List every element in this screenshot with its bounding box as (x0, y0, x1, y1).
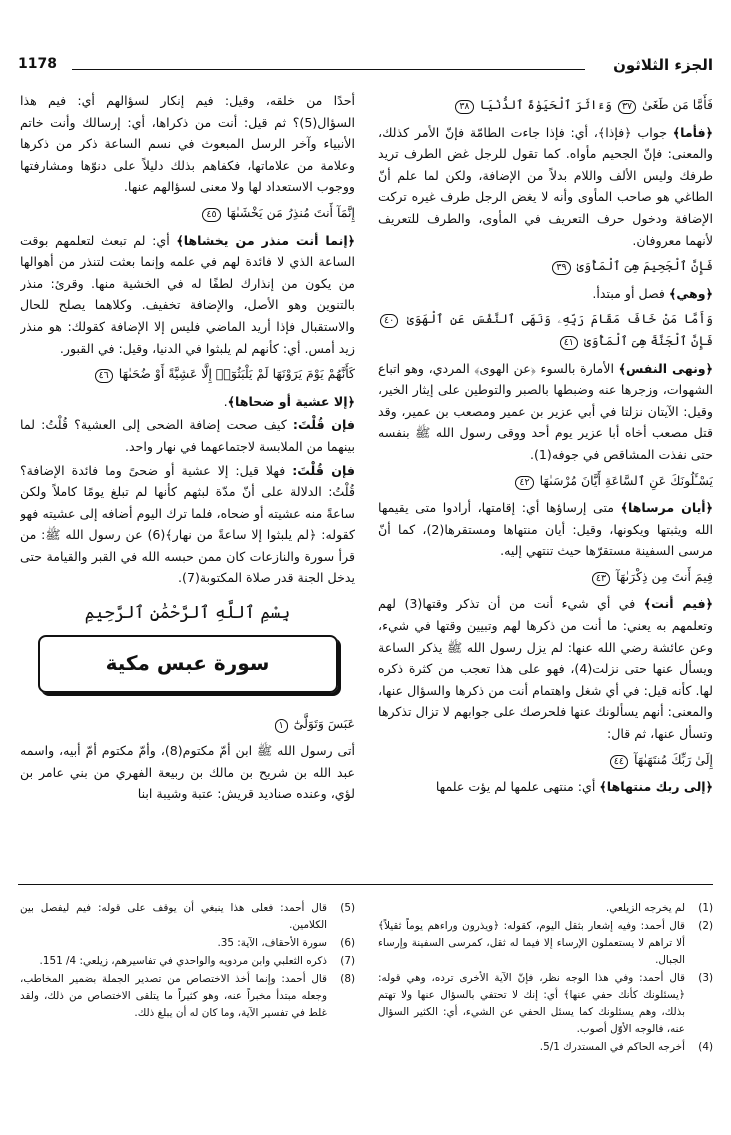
footnote-text: لم يخرجه الزيلعي. (605, 902, 685, 914)
verse-number: ٣٧ (618, 100, 636, 114)
commentary-heading: ﴿فأما﴾ (672, 124, 713, 140)
verse-number: ١ (275, 719, 288, 733)
verse-text: وَأَمَّا مَنْ خَافَ مَقَامَ رَبِّهِۦ وَنَهَى ٱلنَّفْسَ عَنِ ٱلْهَوَىٰ (406, 311, 713, 327)
footnote-number: (5) (340, 902, 355, 914)
basmala: بِسْمِ ٱللَّهِ ٱلرَّحْمَٰنِ ٱلرَّحِيمِ (84, 603, 291, 624)
verse-number: ٤٠ (380, 314, 398, 328)
footnote-text: سورة الأحقاف، الآية: 35. (217, 937, 327, 949)
verse-number: ٤١ (560, 336, 578, 350)
surah-title-box (38, 635, 338, 693)
commentary-paragraph (20, 460, 355, 590)
footnote-text: أخرجه الحاكم في المستدرك 5/1. (539, 1041, 685, 1053)
commentary-text: جواب ﴿فإذا﴾، أي: فإذا جاءت الطامّة فإنّ الأمر كذلك، والمعنى: فإنّ الجحيم مأواه. كما تقول للرجل غض الطرف تريد طرفك وليس الألف واللام بدلاً من الإضافة، ولكن لما علم أنّ الطاغي هو صاحب المأوى وأنه لا يغض الرجل طرف غيره تركت الإضافة ودخول حرف التعريف في المأوى، والطرف للتعريف لأنهما معروفان. (378, 124, 713, 248)
commentary-text: فصل أو مبتدأ. (592, 285, 669, 301)
left-column (20, 90, 355, 870)
verse-number: ٤٣ (592, 572, 610, 586)
verse-text: فِيمَ أَنتَ مِن ذِكْرَىٰهَآ (616, 568, 713, 584)
commentary-text: أي: منتهى علمها لم يؤت علمها (435, 779, 600, 795)
part-title: الجزء الثلاثون (613, 56, 713, 74)
footnote (378, 918, 713, 969)
commentary-text: الأمارة بالسوء ﴿عن الهوى﴾ المردي، وهو اتباع الشهوات، وزجرها عنه وضبطها بالصبر والتوطين على إيثار الخير، وقيل: الآيتان نزلتا في أبي عزير بن عمير ومصعب بن عمير، وقد قتل مصعب أخاه أبا عزير يوم أحد ووقى رسول الله ﷺ بنفسه حتى نفذت المشاقص في جوفه(1). (378, 360, 713, 462)
verse-line (378, 566, 713, 588)
verse-number: ٤٦ (95, 369, 113, 383)
commentary-paragraph (20, 740, 355, 805)
commentary-text: فهلا قيل: إلا عشية أو ضحىً وما فائدة الإضافة؟ قُلْتُ: الدلالة على أنّ مدّة لبثهم كأنها لم تبلغ يومًا كاملاً ولكن ساعةً منه عشيته أو ضحاه، فلما ترك اليوم أضافه إلى عشيته فهو كقوله: ﴿لم يلبثوا إلا ساعةً من نهار﴾(6) عن رسول الله ﷺ: من قرأ سورة والنازعات كان ممن حبسه الله في القبر والقيامة حتى يدخل الجنة قدر صلاة المكتوبة(7). (20, 462, 355, 586)
footnote (20, 900, 355, 934)
footnote-number: (8) (340, 973, 355, 985)
commentary-heading: ﴿إنما أنت منذر من يخشاها﴾ (176, 232, 355, 248)
footnote (378, 900, 713, 917)
verse-text: إِلَىٰ رَبِّكَ مُنتَهَىٰهَآ (633, 751, 713, 767)
footnote-text: قال أحمد: وفيه إشعار بثقل اليوم، كقوله: ﴿ويذرون وراءهم يوماً ثقيلاً﴾ ألا تراهم لا يستعملون الإرساء إلا فيما له ثقل، كمرسى السفينة وإرساء الجبال. (378, 920, 685, 966)
footnote (378, 970, 713, 1038)
verse-text: فَإِنَّ ٱلْجَنَّةَ هِىَ ٱلْمَأْوَىٰ (583, 332, 713, 348)
commentary-paragraph (378, 776, 713, 798)
verse-number: ٤٤ (610, 755, 628, 769)
commentary-heading: ﴿أيان مرساها﴾ (620, 500, 713, 516)
verse-line (378, 255, 713, 277)
commentary-text: أي: لم تبعث لتعلمهم بوقت الساعة الذي لا فائدة لهم في علمه وإنما بعثت لتنذر من أهوالها من يكون من إنذارك لطفًا له في الخشية منها. وقرئ: منذر بالتنوين وهو الأصل، والإضافة تخفيف. وكلاهما يصلح للحال والاستقبال فإذا أريد الماضي فليس إلا الإضافة كقولك: هو منذر زيد أمس. أي: كأنهم لم يلبثوا في الدنيا، وقيل: في القبور. (20, 232, 355, 356)
verse-text: يَسْـَٔلُونَكَ عَنِ ٱلسَّاعَةِ أَيَّانَ مُرْسَىٰهَا (539, 472, 713, 488)
verse-text: وَءَاثَرَ ٱلْحَيَوٰةَ ٱلدُّنْيَا (479, 97, 616, 112)
commentary-heading: ﴿إلا عشية أو ضحاها﴾ (227, 393, 355, 409)
commentary-text: أتى رسول الله ﷺ ابن أمّ مكتوم(8)، وأمّ مكتوم أمّ أبيه، واسمه عبد الله بن شريح بن مالك بن ربيعة الفهري من بني عامر بن لؤي، وعنده صناديد قريش: عتبة وشيبة ابنا (20, 743, 355, 802)
verse-line (378, 308, 713, 351)
page-header (18, 56, 713, 78)
commentary-paragraph (20, 230, 355, 360)
commentary-paragraph (378, 497, 713, 562)
footnote (20, 953, 355, 970)
verse-line (20, 363, 355, 385)
page-number: 1178 (18, 56, 57, 72)
commentary-text: في أي شيء أنت من أن تذكر وقتها(3) لهم وتعلمهم به يعني: ما أنت من ذكرها لهم وتبيين وقتها في شيء، وعن عائشة رضي الله عنها: لم يزل رسول الله ﷺ يذكر الساعة ويسأل عنها حتى نزلت(4)، فهو على هذا تعجب من كثرة ذكره لها. كأنه قيل: في أي شغل واهتمام أنت من ذكرها والسؤال عنها، والمعنى: أنهم يسألونك عنها فلحرصك على جوابهم لا تزال تذكرها وتسأل عنها، ثم قال: (378, 596, 713, 742)
verse-line (378, 749, 713, 771)
commentary-paragraph (20, 414, 355, 457)
commentary-paragraph (20, 90, 355, 198)
verse-text: فَأَمَّا مَن طَغَىٰ (642, 97, 713, 112)
footnote (378, 1039, 713, 1056)
footnotes-right (378, 900, 713, 1057)
verse-text: كَأَنَّهُمْ يَوْمَ يَرَوْنَهَا لَمْ يَلْبَثُوٓا۟ إِلَّا عَشِيَّةً أَوْ ضُحَىٰهَا (118, 366, 355, 382)
footnote-number: (2) (698, 920, 713, 932)
verse-text: إِنَّمَآ أَنتَ مُنذِرُ مَن يَخْشَىٰهَا (226, 204, 355, 220)
verse-number: ٤٢ (515, 476, 533, 490)
footnote (20, 935, 355, 952)
commentary-heading: ﴿ونهى النفس﴾ (618, 360, 713, 376)
footnote-text: قال أحمد: فعلى هذا ينبغي أن يوقف على قوله: فيم ليفصل بين الكلامين. (20, 902, 327, 931)
footnote-number: (1) (698, 902, 713, 914)
verse-number: ٣٩ (552, 261, 570, 275)
footnote-text: قال أحمد: وإنما أخذ الاختصاص من تصدير الجملة بضمير المخاطب، وجعله مبتدأ مخبراً عنه، وهو كثيراً ما يتلقى الاختصاص من ذلك، ولقد غلط في تفسير الآية، وما كان له أن يبلغ ذلك. (20, 973, 327, 1019)
commentary-heading: ﴿إلى ربك منتهاها﴾ (599, 779, 713, 795)
commentary-paragraph (378, 283, 713, 305)
verse-line (378, 94, 713, 116)
surah-title: سورة عبس مكية (105, 650, 270, 675)
verse-line (378, 470, 713, 492)
header-rule (72, 69, 585, 70)
verse-line (20, 202, 355, 224)
commentary-heading: فإن قُلْتَ: (292, 462, 355, 478)
commentary-paragraph (378, 122, 713, 252)
footnotes-left (20, 900, 355, 1023)
footnote-number: (3) (698, 972, 713, 984)
footnote-number: (7) (340, 955, 355, 967)
footnote-number: (6) (340, 937, 355, 949)
footnote (20, 971, 355, 1022)
verse-number: ٤٥ (202, 208, 220, 222)
commentary-heading: فإن قُلْتَ: (292, 417, 355, 433)
commentary-heading: ﴿فيم أنت﴾ (643, 596, 713, 612)
footnote-text: ذكره الثعلبي وابن مردويه والواحدي في تفاسيرهم، زيلعي: 4/ 151. (39, 955, 327, 967)
commentary-text: . (223, 393, 228, 409)
right-column (378, 90, 713, 870)
commentary-paragraph (378, 358, 713, 466)
verse-number: ٣٨ (455, 100, 473, 114)
commentary-paragraph (378, 593, 713, 744)
footnote-separator (18, 884, 713, 885)
verse-text: عَبَسَ وَتَوَلَّىٰٓ (293, 715, 355, 731)
commentary-paragraph (20, 391, 355, 413)
footnote-text: قال أحمد: وفي هذا الوجه نظر، فإنّ الآية الأخرى ترده، وهي قوله: ﴿يسئلونك كأنك حفي عنها﴾ أي: إنك لا تحتفي بالسؤال عنها ولا تهتم بذلك، وهم يسئلونك كما يسئل الحفي عن الشيء، أي: الكثير السؤال عنه، فالوجه الأوّل أصوب. (378, 972, 685, 1035)
verse-line (20, 713, 355, 735)
commentary-text: أحدًا من خلقه، وقيل: فيم إنكار لسؤالهم أي: فيم هذا السؤال(5)؟ ثم قيل: أنت من ذكراها، أي: إرسالك وأنت خاتم الأنبياء وآخر الرسل المبعوث في نسم الساعة ذكر من ذكرها وعلامة من علاماتها، فكفاهم بذلك دليلاً على دنوّها ومشارفتها ووجوب الاستعداد لها ولا معنى لسؤالهم عنها. (20, 93, 355, 195)
commentary-text: متى إرساؤها أي: إقامتها، أرادوا متى يقيمها الله ويثبتها ويكونها، وقيل: أيان منتهاها ومستقرها(2)، كما أنّ مرسى السفينة مستقرّها حيث تنتهي إليه. (378, 500, 713, 559)
verse-text: فَإِنَّ ٱلْجَحِيمَ هِىَ ٱلْمَأْوَىٰ (576, 258, 713, 274)
commentary-text: كيف صحت إضافة الضحى إلى العشية؟ قُلْتُ: لما بينهما من الملابسة لاجتماعهما في نهار واحد. (20, 417, 355, 454)
footnote-number: (4) (698, 1041, 713, 1053)
commentary-heading: ﴿وهي﴾ (668, 285, 713, 301)
